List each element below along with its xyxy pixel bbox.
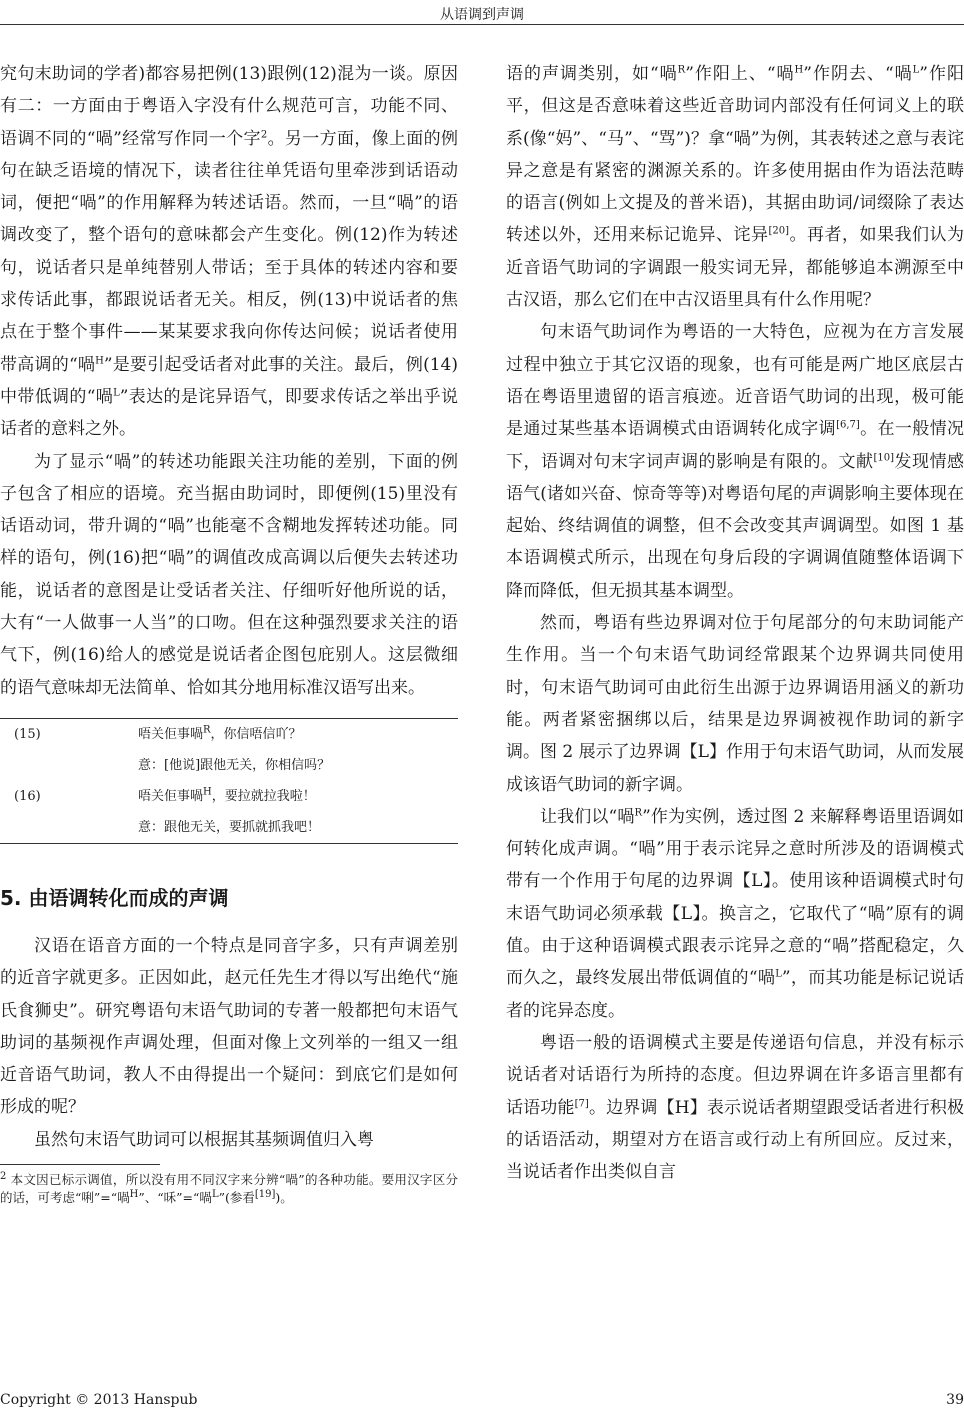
example-sentence: 唔关佢事喎$^H$，要拉就拉我啦！ bbox=[138, 786, 316, 804]
section-title: 5. 由语调转化而成的声调 bbox=[0, 885, 229, 910]
example-sentence: 唔关佢事喎$^R$，你信唔信吖？ bbox=[138, 724, 302, 742]
paragraph: 虽然句末语气助词可以根据其基频调值归入粤 bbox=[34, 1129, 374, 1150]
paragraph: 让我们以“喎$^R$”作为实例，透过图 2 来解释粤语里语调如何转化成声调。“喎”用于表示诧异之意时所涉及的语调模式带有一个作用于句尾的边界调【L】。使用该种语调模式时句末语气助词必须承载【L】。换言之，它取代了“喎”原有的调值。由于这种语调模式跟表示诧异之意的“喎”搭配稳定，久而久之，最终发展出带低调值的“喎$^L$”，而其功能是标记说话者的诧异态度。 bbox=[506, 806, 964, 1021]
citation: [6,7] bbox=[836, 419, 860, 431]
footnote-rule bbox=[0, 1164, 160, 1165]
paragraph: 然而，粤语有些边界调对位于句尾部分的句末助词能产生作用。当一个句末语气助词经常跟某个边界调共同使用时，句末语气助词可由此衍生出源于边界调语用涵义的新功能。两者紧密捆绑以后，结果是边界调被视作助词的新字调。图 2 展示了边界调【L】作用于句末语气助词，从而发展成该语气助词的新字调。 bbox=[506, 613, 964, 795]
example-table bbox=[0, 718, 458, 844]
footnote: $^2$ 本文因已标示调值，所以没有用不同汉字来分辨“喎”的各种功能。要用汉字区分的话，可考虑“唎”=“喎$^H$”、“咊”=“喎$^L$”(参看[19])。 bbox=[0, 1170, 458, 1206]
citation: [10] bbox=[873, 451, 895, 463]
paragraph: 语的声调类别，如“喎$^R$”作阳上、“喎$^H$”作阴去、“喎$^L$”作阳平，但这是否意味着这些近音助词内部没有任何词义上的联系(像“妈”、“马”、“骂”)？拿“喎”为例，其表转述之意与表诧异之意是有紧密的渊源关系的。许多使用据由作为语法范畴的语言(例如上文提及的普米语)，其据由助词/词缀除了表达转述以外，还用来标记诡异、诧异[20]。再者，如果我们认为近音语气助词的字调跟一般实词无异，都能够追本溯源至中古汉语，那么它们在中古汉语里具有什么作用呢？ bbox=[506, 64, 964, 311]
example-row bbox=[0, 812, 458, 843]
paragraph: 粤语一般的语调模式主要是传递语句信息，并没有标示说话者对话语行为所持的态度。但边界调在许多语言里都有话语功能[7]。边界调【H】表示说话者期望跟受话者进行积极的话语活动，期望对方在语言或行动上有所回应。反过来，当说话者作出类似自言 bbox=[506, 1032, 964, 1183]
paragraph: 为了显示“喎”的转述功能跟关注功能的差别，下面的例子包含了相应的语境。充当据由助词时，即便例(15)里没有话语动词，带升调的“喎”也能毫不含糊地发挥转述功能。同样的语句，例(16)把“喎”的调值改成高调以后便失去转述功能，说话者的意图是让受话者关注、仔细听好他所说的话，大有“一人做事一人当”的口吻。但在这种强烈要求关注的语气下，例(16)给人的感觉是说话者企图包庇别人。这层微细的语气意味却无法简单、恰如其分地用标准汉语写出来。 bbox=[0, 451, 458, 698]
example-gloss: 意：跟他无关，要抓就抓我吧！ bbox=[138, 819, 321, 835]
example-row bbox=[0, 750, 458, 781]
example-row bbox=[0, 781, 458, 812]
header-rule bbox=[0, 24, 964, 25]
left-column bbox=[0, 58, 458, 1207]
paragraph: 句末语气助词作为粤语的一大特色，应视为在方言发展过程中独立于其它汉语的现象，也有可能是两广地区底层古语在粤语里遗留的语言痕迹。近音语气助词的出现，极可能是通过某些基本语调模式由语调转化成字调[6,7]。在一般情况下，语调对句末字词声调的影响是有限的。文献[10]发现情感语气(诸如兴奋、惊奇等等)对粤语句尾的声调影响主要体现在起始、终结调值的调整，但不会改变其声调调型。如图 1 基本语调模式所示，出现在句身后段的字调调值随整体语调下降而降低，但无损其基本调型。 bbox=[506, 322, 964, 601]
citation: [7] bbox=[574, 1097, 589, 1109]
example-number: (15) bbox=[14, 726, 41, 742]
paragraph: 汉语在语音方面的一个特点是同音字多，只有声调差别的近音字就更多。正因如此，赵元任先生才得以写出绝代“施氏食狮史”。研究粤语句末语气助词的专著一般都把句末语气助词的基频视作声调处理，但面对像上文列举的一组又一组近音语气助词，教人不由得提出一个疑问：到底它们是如何形成的呢？ bbox=[0, 935, 458, 1118]
paragraph: 究句末助词的学者)都容易把例(13)跟例(12)混为一谈。原因有二：一方面由于粤语入字没有什么规范可言，功能不同、语调不同的“喎”经常写作同一个字$^2$。另一方面，像上面的例句在缺乏语境的情况下，读者往往单凭语句里牵涉到话语动词，便把“喎”的作用解释为转述话语。然而，一旦“喎”的语调改变了，整个语句的意味都会产生变化。例(12)作为转述句，说话者只是单纯替别人带话；至于具体的转述内容和要求传话此事，都跟说话者无关。相反，例(13)中说话者的焦点在于整个事件——某某要求我向你传达问候；说话者使用带高调的“喎$^H$”是要引起受话者对此事的关注。最后，例(14)中带低调的“喎$^L$”表达的是诧异语气，即要求传话之举出乎说话者的意料之外。 bbox=[0, 64, 458, 440]
page-number: 39 bbox=[946, 1392, 964, 1408]
copyright-text: Copyright © 2013 Hanspub bbox=[0, 1392, 198, 1408]
example-row bbox=[0, 719, 458, 750]
footnote-marker: 2 bbox=[260, 128, 268, 140]
citation: [20] bbox=[768, 225, 790, 237]
right-column bbox=[506, 58, 964, 1188]
example-number: (16) bbox=[14, 788, 41, 804]
running-header: 从语调到声调 bbox=[440, 7, 524, 23]
example-gloss: 意：[他说]跟他无关，你相信吗？ bbox=[138, 757, 331, 773]
